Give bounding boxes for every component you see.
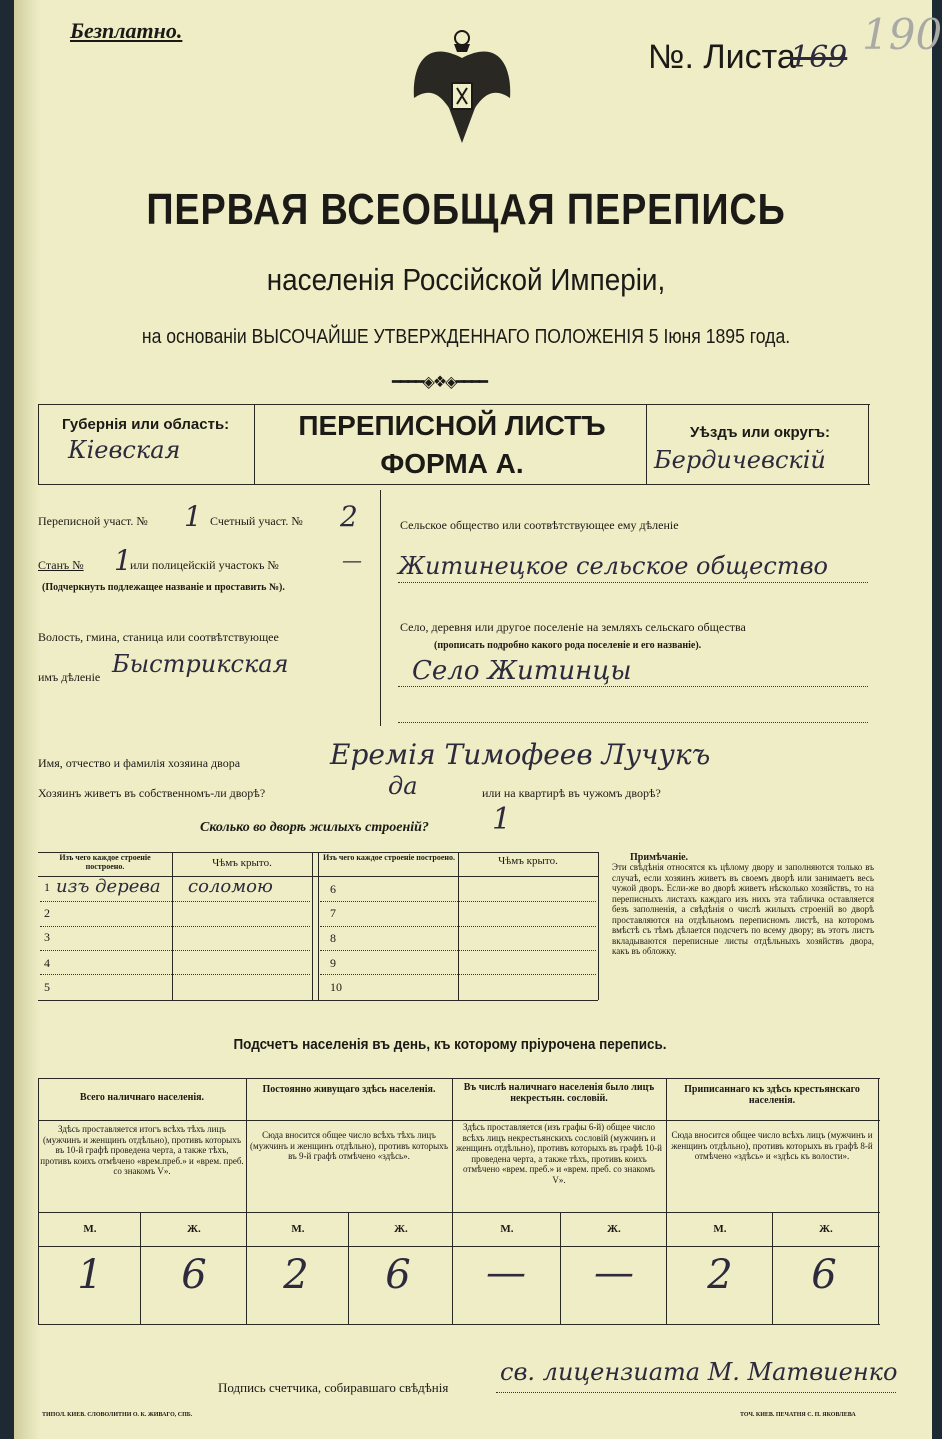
pop-rule-heads	[38, 1120, 880, 1121]
stan-label: Станъ №	[38, 558, 84, 572]
pop-rule-m3	[560, 1212, 561, 1324]
bt-rule-2	[312, 852, 313, 1000]
bt-col2-head-left: Чѣмъ крыто.	[212, 857, 272, 869]
village-underline-2	[398, 722, 868, 723]
village-note: (прописать подробно какого рода поселеніе и его названіе).	[434, 640, 702, 651]
village-label: Село, деревня или другое поселеніе на земляхъ сельскаго общества	[400, 620, 746, 634]
population-title: Подсчетъ населенія въ день, къ которому пріурочена перепись.	[233, 1036, 667, 1053]
bt-row-9-rule	[320, 974, 596, 975]
bt-row-3-rule	[40, 950, 310, 951]
gubernia-label: Губернія или область:	[62, 416, 230, 433]
bt-row-8-rule	[320, 950, 596, 951]
printer-right: ТОЧ. КИЕВ. ПЕЧАТНЯ С. П. ЯКОВЛЕВА	[740, 1412, 856, 1418]
pop-m-label-1: М.	[83, 1223, 97, 1235]
gubernia-value: Кіевская	[68, 436, 181, 464]
rule-field-divider	[380, 490, 381, 726]
pop-f-value-3: —	[594, 1250, 634, 1296]
pop-rule-m4	[772, 1212, 773, 1324]
pop-rule-m1	[140, 1212, 141, 1324]
bt-row-1-n: 1	[44, 880, 50, 894]
paper-edge-shadow	[14, 0, 40, 1439]
pop-m-value-4: 2	[707, 1252, 733, 1298]
bt-rule-5	[598, 852, 599, 1000]
village-underline	[398, 686, 868, 687]
pop-m-label-4: М.	[713, 1223, 727, 1235]
bt-row-7-n: 7	[330, 906, 336, 920]
pop-m-value-1: 1	[77, 1252, 103, 1298]
pop-f-label-3: Ж.	[607, 1223, 621, 1235]
volost-label-2: имъ дѣленіе	[38, 670, 101, 684]
bt-row-4-rule	[40, 974, 310, 975]
pop-head-4: Приписаннаго къ здѣсь крестьянскаго населенія.	[684, 1084, 860, 1106]
society-label: Сельское общество или соотвѣтствующее ему дѣленіе	[400, 518, 679, 532]
uezd-label: Уѣздъ или округъ:	[690, 424, 831, 441]
police-label: или полицейскій участокъ №	[130, 558, 279, 572]
volost-label-1: Волость, гмина, станица или соотвѣтствующее	[38, 630, 279, 644]
free-label: Безплатно.	[70, 18, 183, 43]
rule-box-mid2	[646, 404, 647, 484]
bt-row-6-n: 6	[330, 882, 336, 896]
pop-head-1: Всего наличнаго населенія.	[79, 1092, 205, 1103]
signature-label: Подпись счетчика, собиравшаго свѣдѣнія	[218, 1380, 449, 1395]
pop-m-label-2: М.	[291, 1223, 305, 1235]
bt-rule-3	[318, 852, 319, 1000]
rule-top	[38, 404, 870, 405]
signature-underline	[496, 1392, 896, 1393]
ornament-divider: ━━━━◈❖◈━━━━	[392, 374, 487, 391]
form-title: ПЕРЕПИСНОЙ ЛИСТЪ	[298, 410, 606, 441]
bt-row-1-material: изъ дерева	[56, 876, 161, 897]
pop-desc-3: Здѣсь проставляется (изъ графы 6-й) общее число всѣхъ лицъ некрестьянскихъ сословій (мужчинъ и женщинъ отдѣльно), противъ которыхъ въ графѣ 10-й проведена черта, а также тѣхъ, противъ коихъ отмѣчено «врем. преб.» и «врем. преб. со знакомъ V».	[456, 1122, 662, 1185]
buildings-label: Сколько во дворѣ жилыхъ строеній?	[200, 820, 429, 835]
bt-col1-head-left: Изъ чего каждое строеніе построено.	[59, 853, 151, 871]
bt-row-5-n: 5	[44, 980, 50, 994]
bt-row-4-n: 4	[44, 956, 50, 970]
pop-rule-v3	[666, 1078, 667, 1324]
pop-f-value-1: 6	[181, 1252, 207, 1298]
pop-m-value-2: 2	[283, 1252, 309, 1298]
sheet-number-alt: 190	[862, 10, 942, 59]
page-title: ПЕРВАЯ ВСЕОБЩАЯ ПЕРЕПИСЬ	[146, 185, 786, 234]
own-yard-label: Хозяинъ живетъ въ собственномъ-ли дворѣ?	[38, 786, 266, 800]
buildings-value: 1	[492, 802, 512, 837]
bt-row-2-n: 2	[44, 906, 50, 920]
bt-row-6-rule	[320, 901, 596, 902]
pop-f-label-1: Ж.	[187, 1223, 201, 1235]
rule-box-mid1	[254, 404, 255, 484]
stan-note: (Подчеркнуть подлежащее названіе и проставить №).	[42, 582, 285, 593]
pop-m-label-3: М.	[500, 1223, 514, 1235]
village-value: Село Житинцы	[412, 656, 632, 686]
pop-rule-bottom	[38, 1324, 880, 1325]
form-letter: ФОРМА А.	[380, 448, 524, 479]
pop-rule-v0	[38, 1078, 39, 1324]
police-value: —	[342, 548, 362, 572]
printer-left: ТИПОЛ. КИЕВ. СЛОВОЛИТНИ О. К. ЖИВАГО, СПБ.	[42, 1412, 193, 1418]
own-yard-value: да	[388, 772, 418, 800]
rule-below-boxes	[38, 484, 870, 485]
pop-rule-v4	[878, 1078, 879, 1324]
pop-desc-1: Здѣсь проставляется итогъ всѣхъ тѣхъ лицъ (мужчинъ и женщинъ отдѣльно), противъ которыхъ въ 10-й графѣ проведена черта, а также тѣхъ, противъ коихъ отмѣчено «врем.преб.» и «врем. преб. со знакомъ V».	[40, 1124, 244, 1176]
bt-row-10-n: 10	[330, 980, 342, 994]
pop-rule-v2	[452, 1078, 453, 1324]
sheet-number-label: №. Листа	[648, 38, 796, 76]
society-underline	[398, 582, 868, 583]
sheet-number-value: 169	[790, 40, 848, 75]
owner-value: Еремія Тимофеев Лучукъ	[330, 738, 711, 771]
signature-value: св. лицензиата М. Матвиенко	[500, 1358, 898, 1386]
bt-row-1-rule	[40, 901, 310, 902]
pop-f-label-4: Ж.	[819, 1223, 833, 1235]
pop-desc-4: Сюда вносится общее число всѣхъ лицъ (мужчинъ и женщинъ отдѣльно), противъ которыхъ въ графѣ 8-й отмѣчено «здѣсь» и «здѣсь къ волости».	[671, 1130, 873, 1161]
owner-label: Имя, отчество и фамилія хозяина двора	[38, 756, 241, 770]
pop-f-value-4: 6	[811, 1252, 837, 1298]
basis-line: на основаніи ВЫСОЧАЙШЕ УТВЕРЖДЕННАГО ПОЛОЖЕНІЯ 5 Іюня 1895 года.	[141, 326, 791, 348]
pop-m-value-3: —	[486, 1250, 526, 1296]
society-value: Житинецкое сельское общество	[398, 552, 828, 580]
count-section-label: Счетный участ. №	[210, 514, 303, 528]
note-head: Примѣчаніе.	[630, 852, 689, 863]
uezd-value: Бердичевскій	[654, 446, 826, 474]
count-section-value: 2	[340, 500, 358, 533]
imperial-eagle-emblem	[404, 28, 520, 148]
buildings-table-bottom	[38, 1000, 598, 1001]
rule-box-right	[868, 404, 869, 484]
rent-label: или на квартирѣ въ чужомъ дворѣ?	[482, 786, 661, 800]
pop-head-3: Въ числѣ наличнаго населенія было лицъ некрестьян. сословій.	[463, 1082, 655, 1104]
pop-rule-v1	[246, 1078, 247, 1324]
pop-f-value-2: 6	[385, 1252, 411, 1298]
pop-rule-desc	[38, 1212, 880, 1213]
census-section-value: 1	[184, 500, 202, 533]
bt-row-7-rule	[320, 926, 596, 927]
bt-row-3-n: 3	[44, 930, 50, 944]
page-subtitle: населенія Россійской Имперіи,	[266, 262, 666, 297]
volost-value: Быстрикская	[112, 650, 289, 678]
census-section-label: Переписной участ. №	[38, 514, 148, 528]
bt-row-2-rule	[40, 926, 310, 927]
bt-col2-head-right: Чѣмъ крыто.	[498, 855, 558, 867]
pop-rule-top	[38, 1078, 880, 1079]
stan-value: 1	[114, 544, 132, 577]
pop-rule-mf	[38, 1246, 880, 1247]
bt-row-9-n: 9	[330, 956, 336, 970]
pop-f-label-2: Ж.	[394, 1223, 408, 1235]
note-text: Эти свѣдѣнія относятся къ цѣлому двору и заполняются только въ случаѣ, если хозяинъ живетъ въ своемъ дворѣ или занимаетъ весь чужой дворъ. Если-же во дворѣ живетъ нѣсколько хозяйствъ, то на переписныхъ листахъ каждаго изъ нихъ эта табличка оставляется безъ заполненія, а свѣдѣнія о числѣ жилыхъ строеній во дворѣ проставляются на отдѣльномъ переписномъ листѣ, на которомъ вмѣстѣ съ тѣмъ дѣлается подсчетъ по всему двору; въ этотъ листъ вкладываются переписные листы отдѣльныхъ хозяйствъ двора, какъ въ обложку.	[612, 862, 874, 956]
pop-desc-2: Сюда вносится общее число всѣхъ тѣхъ лицъ (мужчинъ и женщинъ отдѣльно), противъ которыхъ въ 9-й графѣ отмѣчено «здѣсь».	[250, 1130, 448, 1161]
bt-row-8-n: 8	[330, 931, 336, 945]
pop-rule-m2	[348, 1212, 349, 1324]
bt-row-1-roof: соломою	[188, 876, 273, 897]
bt-col1-head-right: Изъ чего каждое строеніе построено.	[322, 853, 456, 862]
pop-head-2: Постоянно живущаго здѣсь населенія.	[262, 1084, 436, 1095]
rule-box-left	[38, 404, 39, 484]
